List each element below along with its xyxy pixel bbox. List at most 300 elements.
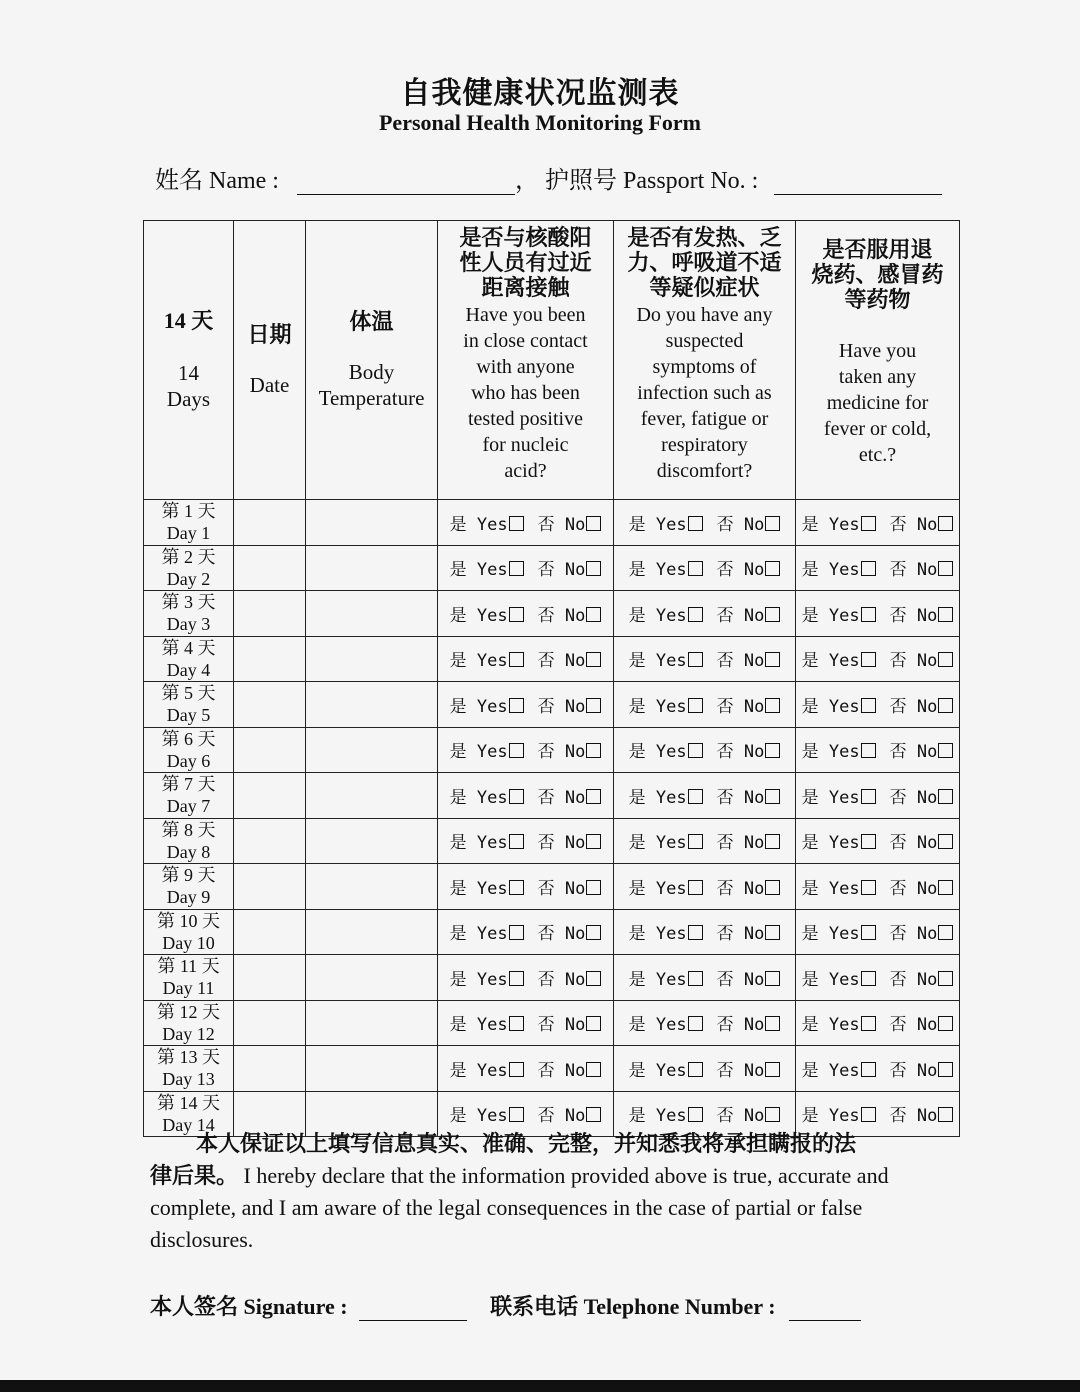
table-row <box>144 727 960 773</box>
yes-checkbox[interactable] <box>509 698 524 713</box>
contact-answer-cell <box>438 955 614 1001</box>
no-label: 否 No <box>716 924 765 945</box>
temperature-cell[interactable] <box>306 818 438 864</box>
yes-label: 是 Yes <box>628 1060 687 1081</box>
no-label: 否 No <box>716 833 765 854</box>
header-days: 14 天 14 Days <box>144 221 234 500</box>
no-checkbox[interactable] <box>586 561 601 576</box>
yes-checkbox[interactable] <box>688 834 703 849</box>
yes-label: 是 Yes <box>801 924 860 945</box>
date-cell[interactable] <box>234 1046 306 1092</box>
no-checkbox[interactable] <box>938 1107 953 1122</box>
day-label-cell <box>144 545 234 591</box>
yes-label: 是 Yes <box>628 833 687 854</box>
no-label: 否 No <box>537 878 586 899</box>
no-label: 否 No <box>889 742 938 763</box>
medicine-answer-cell <box>796 500 960 546</box>
day-label-en: Day 6 <box>166 750 211 771</box>
passport-label: 护照号 Passport No. : <box>544 168 759 194</box>
no-label: 否 No <box>716 560 765 581</box>
yes-checkbox[interactable] <box>509 925 524 940</box>
yes-label: 是 Yes <box>449 560 508 581</box>
medicine-answer-cell <box>796 591 960 637</box>
health-monitoring-table <box>143 220 960 1137</box>
passport-field[interactable] <box>774 168 942 195</box>
symptoms-answer-cell <box>614 545 796 591</box>
name-label: 姓名 Name : <box>155 168 279 194</box>
no-checkbox[interactable] <box>765 880 780 895</box>
temperature-cell[interactable] <box>306 591 438 637</box>
temperature-cell[interactable] <box>306 955 438 1001</box>
day-label-cn: 第 2 天 <box>161 546 216 567</box>
no-checkbox[interactable] <box>938 1062 953 1077</box>
no-label: 否 No <box>537 1060 586 1081</box>
no-checkbox[interactable] <box>586 880 601 895</box>
date-cell[interactable] <box>234 864 306 910</box>
no-checkbox[interactable] <box>586 698 601 713</box>
no-checkbox[interactable] <box>938 834 953 849</box>
table-row <box>144 1046 960 1092</box>
declaration-cn-line2: 律后果。 <box>150 1163 239 1188</box>
day-label-cell <box>144 682 234 728</box>
declaration-cn-line1: 本人保证以上填写信息真实、准确、完整，并知悉我将承担瞒报的法 <box>196 1131 857 1156</box>
symptoms-answer-cell <box>614 955 796 1001</box>
day-label-en: Day 8 <box>166 841 211 862</box>
medicine-answer-cell <box>796 818 960 864</box>
date-cell[interactable] <box>234 545 306 591</box>
yes-label: 是 Yes <box>449 605 508 626</box>
signature-field[interactable] <box>359 1296 467 1321</box>
no-label: 否 No <box>537 787 586 808</box>
no-checkbox[interactable] <box>586 1062 601 1077</box>
contact-answer-cell <box>438 727 614 773</box>
yes-label: 是 Yes <box>801 696 860 717</box>
day-label-en: Day 2 <box>166 568 211 589</box>
yes-label: 是 Yes <box>628 1106 687 1127</box>
table-row <box>144 955 960 1001</box>
yes-checkbox[interactable] <box>509 607 524 622</box>
no-checkbox[interactable] <box>586 971 601 986</box>
symptoms-answer-cell <box>614 591 796 637</box>
yes-checkbox[interactable] <box>861 698 876 713</box>
date-cell[interactable] <box>234 636 306 682</box>
yes-label: 是 Yes <box>801 560 860 581</box>
table-row <box>144 909 960 955</box>
day-label-cell <box>144 500 234 546</box>
no-checkbox[interactable] <box>586 1016 601 1031</box>
yes-label: 是 Yes <box>628 696 687 717</box>
identity-separator: ， <box>514 168 539 194</box>
no-checkbox[interactable] <box>765 1107 780 1122</box>
medicine-answer-cell <box>796 1000 960 1046</box>
yes-checkbox[interactable] <box>509 1107 524 1122</box>
header-symptoms: 是否有发热、乏 力、呼吸道不适 等疑似症状 Do you have any suspected symptoms of infection such as fever, fatigue or respiratory discomfort? <box>614 221 796 500</box>
no-label: 否 No <box>889 1060 938 1081</box>
no-label: 否 No <box>889 969 938 990</box>
symptoms-answer-cell <box>614 727 796 773</box>
day-label-cn: 第 8 天 <box>161 819 216 840</box>
no-label: 否 No <box>716 514 765 535</box>
day-label-en: Day 7 <box>166 796 211 817</box>
table-row <box>144 773 960 819</box>
day-label-cell <box>144 909 234 955</box>
day-label-cn: 第 4 天 <box>161 637 216 658</box>
no-label: 否 No <box>889 1106 938 1127</box>
medicine-answer-cell <box>796 864 960 910</box>
date-cell[interactable] <box>234 727 306 773</box>
yes-label: 是 Yes <box>449 514 508 535</box>
header-medicine: 是否服用退 烧药、感冒药 等药物 Have you taken any medicine for fever or cold, etc.? <box>796 221 960 500</box>
yes-label: 是 Yes <box>801 742 860 763</box>
table-row <box>144 864 960 910</box>
medicine-answer-cell <box>796 636 960 682</box>
symptoms-answer-cell <box>614 818 796 864</box>
temperature-cell[interactable] <box>306 545 438 591</box>
yes-checkbox[interactable] <box>688 1016 703 1031</box>
no-checkbox[interactable] <box>765 789 780 804</box>
temperature-cell[interactable] <box>306 1000 438 1046</box>
yes-label: 是 Yes <box>801 1015 860 1036</box>
day-label-cell <box>144 727 234 773</box>
no-checkbox[interactable] <box>765 652 780 667</box>
yes-checkbox[interactable] <box>688 652 703 667</box>
yes-checkbox[interactable] <box>861 1107 876 1122</box>
no-checkbox[interactable] <box>586 652 601 667</box>
no-label: 否 No <box>537 969 586 990</box>
temperature-cell[interactable] <box>306 682 438 728</box>
table-row <box>144 591 960 637</box>
day-label-cell <box>144 864 234 910</box>
yes-label: 是 Yes <box>628 969 687 990</box>
day-label-cn: 第 12 天 <box>157 1001 220 1022</box>
symptoms-answer-cell <box>614 636 796 682</box>
yes-checkbox[interactable] <box>688 971 703 986</box>
yes-label: 是 Yes <box>801 969 860 990</box>
date-cell[interactable] <box>234 591 306 637</box>
telephone-label: 联系电话 Telephone Number : <box>490 1294 776 1319</box>
yes-label: 是 Yes <box>628 560 687 581</box>
no-checkbox[interactable] <box>586 607 601 622</box>
no-checkbox[interactable] <box>938 743 953 758</box>
yes-checkbox[interactable] <box>688 516 703 531</box>
yes-checkbox[interactable] <box>509 561 524 576</box>
day-label-cell <box>144 773 234 819</box>
telephone-field[interactable] <box>789 1296 861 1321</box>
no-checkbox[interactable] <box>938 1016 953 1031</box>
date-cell[interactable] <box>234 909 306 955</box>
no-label: 否 No <box>537 514 586 535</box>
yes-label: 是 Yes <box>449 924 508 945</box>
medicine-answer-cell <box>796 727 960 773</box>
no-label: 否 No <box>537 742 586 763</box>
yes-label: 是 Yes <box>801 514 860 535</box>
contact-answer-cell <box>438 1000 614 1046</box>
no-checkbox[interactable] <box>765 607 780 622</box>
yes-label: 是 Yes <box>449 969 508 990</box>
yes-checkbox[interactable] <box>509 516 524 531</box>
date-cell[interactable] <box>234 682 306 728</box>
yes-label: 是 Yes <box>801 605 860 626</box>
no-checkbox[interactable] <box>765 834 780 849</box>
medicine-answer-cell <box>796 773 960 819</box>
yes-label: 是 Yes <box>801 787 860 808</box>
day-label-cn: 第 14 天 <box>157 1092 220 1113</box>
yes-checkbox[interactable] <box>509 789 524 804</box>
yes-checkbox[interactable] <box>861 789 876 804</box>
no-checkbox[interactable] <box>938 652 953 667</box>
no-checkbox[interactable] <box>938 607 953 622</box>
yes-checkbox[interactable] <box>861 516 876 531</box>
yes-label: 是 Yes <box>628 787 687 808</box>
header-date: 日期 Date <box>234 221 306 500</box>
day-label-en: Day 3 <box>166 614 211 635</box>
no-checkbox[interactable] <box>765 561 780 576</box>
no-label: 否 No <box>716 1060 765 1081</box>
yes-label: 是 Yes <box>449 696 508 717</box>
yes-checkbox[interactable] <box>688 925 703 940</box>
yes-checkbox[interactable] <box>861 607 876 622</box>
declaration-en: I hereby declare that the information provided above is true, accurate and complete, and I am aware of the legal consequences in the case of partial or false disclosures. <box>150 1163 889 1252</box>
yes-label: 是 Yes <box>628 605 687 626</box>
yes-label: 是 Yes <box>801 833 860 854</box>
yes-checkbox[interactable] <box>688 698 703 713</box>
no-label: 否 No <box>889 560 938 581</box>
yes-label: 是 Yes <box>449 1015 508 1036</box>
date-cell[interactable] <box>234 500 306 546</box>
yes-checkbox[interactable] <box>688 743 703 758</box>
medicine-answer-cell <box>796 909 960 955</box>
temperature-cell[interactable] <box>306 1046 438 1092</box>
table-row <box>144 682 960 728</box>
no-checkbox[interactable] <box>765 971 780 986</box>
no-label: 否 No <box>889 787 938 808</box>
contact-answer-cell <box>438 682 614 728</box>
yes-label: 是 Yes <box>449 1060 508 1081</box>
day-label-en: Day 10 <box>162 932 215 953</box>
date-cell[interactable] <box>234 955 306 1001</box>
no-checkbox[interactable] <box>938 789 953 804</box>
no-label: 否 No <box>537 924 586 945</box>
identity-line <box>155 160 942 195</box>
yes-label: 是 Yes <box>801 878 860 899</box>
no-label: 否 No <box>889 878 938 899</box>
symptoms-answer-cell <box>614 500 796 546</box>
date-cell[interactable] <box>234 773 306 819</box>
day-label-en: Day 14 <box>162 1114 215 1135</box>
no-checkbox[interactable] <box>586 789 601 804</box>
yes-label: 是 Yes <box>801 651 860 672</box>
yes-label: 是 Yes <box>449 833 508 854</box>
no-label: 否 No <box>716 1015 765 1036</box>
day-label-en: Day 5 <box>166 705 211 726</box>
contact-answer-cell <box>438 636 614 682</box>
day-label-cn: 第 13 天 <box>157 1047 220 1068</box>
no-label: 否 No <box>716 605 765 626</box>
header-temperature: 体温 Body Temperature <box>306 221 438 500</box>
table-row <box>144 1000 960 1046</box>
no-checkbox[interactable] <box>938 880 953 895</box>
no-label: 否 No <box>889 651 938 672</box>
temperature-cell[interactable] <box>306 500 438 546</box>
no-checkbox[interactable] <box>586 516 601 531</box>
yes-checkbox[interactable] <box>861 652 876 667</box>
no-label: 否 No <box>537 1015 586 1036</box>
declaration <box>150 1128 920 1256</box>
yes-checkbox[interactable] <box>861 834 876 849</box>
no-label: 否 No <box>716 1106 765 1127</box>
day-label-en: Day 4 <box>166 659 211 680</box>
yes-checkbox[interactable] <box>861 1016 876 1031</box>
no-checkbox[interactable] <box>586 743 601 758</box>
no-label: 否 No <box>716 742 765 763</box>
yes-label: 是 Yes <box>449 651 508 672</box>
contact-answer-cell <box>438 773 614 819</box>
temperature-cell[interactable] <box>306 727 438 773</box>
no-label: 否 No <box>716 969 765 990</box>
yes-checkbox[interactable] <box>688 1107 703 1122</box>
signature-label: 本人签名 Signature : <box>150 1294 348 1319</box>
yes-label: 是 Yes <box>449 787 508 808</box>
yes-checkbox[interactable] <box>509 880 524 895</box>
date-cell[interactable] <box>234 818 306 864</box>
yes-checkbox[interactable] <box>861 925 876 940</box>
day-label-cn: 第 10 天 <box>157 910 220 931</box>
contact-answer-cell <box>438 500 614 546</box>
form-title-cn: 自我健康状况监测表 <box>400 77 680 110</box>
day-label-cn: 第 6 天 <box>161 728 216 749</box>
yes-checkbox[interactable] <box>509 1016 524 1031</box>
contact-answer-cell <box>438 1046 614 1092</box>
no-checkbox[interactable] <box>765 743 780 758</box>
day-label-cn: 第 7 天 <box>161 774 216 795</box>
no-label: 否 No <box>889 514 938 535</box>
no-checkbox[interactable] <box>765 925 780 940</box>
contact-answer-cell <box>438 864 614 910</box>
table-row <box>144 500 960 546</box>
day-label-cn: 第 9 天 <box>161 865 216 886</box>
yes-label: 是 Yes <box>801 1060 860 1081</box>
day-label-en: Day 12 <box>162 1023 215 1044</box>
name-field[interactable] <box>297 168 515 195</box>
yes-checkbox[interactable] <box>509 971 524 986</box>
day-label-cell <box>144 955 234 1001</box>
day-label-en: Day 9 <box>166 887 211 908</box>
symptoms-answer-cell <box>614 1046 796 1092</box>
no-checkbox[interactable] <box>586 925 601 940</box>
day-label-cn: 第 11 天 <box>157 956 220 977</box>
no-checkbox[interactable] <box>765 1062 780 1077</box>
yes-checkbox[interactable] <box>509 834 524 849</box>
medicine-answer-cell <box>796 545 960 591</box>
day-label-cn: 第 3 天 <box>161 592 216 613</box>
temperature-cell[interactable] <box>306 636 438 682</box>
contact-answer-cell <box>438 909 614 955</box>
yes-checkbox[interactable] <box>509 1062 524 1077</box>
yes-checkbox[interactable] <box>861 561 876 576</box>
no-label: 否 No <box>537 1106 586 1127</box>
no-label: 否 No <box>537 651 586 672</box>
day-label-cell <box>144 1000 234 1046</box>
no-label: 否 No <box>889 1015 938 1036</box>
yes-label: 是 Yes <box>449 878 508 899</box>
no-label: 否 No <box>537 560 586 581</box>
no-label: 否 No <box>537 833 586 854</box>
no-checkbox[interactable] <box>765 516 780 531</box>
date-cell[interactable] <box>234 1000 306 1046</box>
yes-label: 是 Yes <box>628 742 687 763</box>
day-label-cell <box>144 636 234 682</box>
yes-checkbox[interactable] <box>509 652 524 667</box>
no-checkbox[interactable] <box>938 925 953 940</box>
day-label-en: Day 1 <box>166 523 211 544</box>
yes-checkbox[interactable] <box>861 1062 876 1077</box>
header-row <box>144 221 960 500</box>
medicine-answer-cell <box>796 955 960 1001</box>
table-row <box>144 636 960 682</box>
no-label: 否 No <box>716 651 765 672</box>
yes-checkbox[interactable] <box>688 880 703 895</box>
yes-label: 是 Yes <box>449 1106 508 1127</box>
no-checkbox[interactable] <box>586 834 601 849</box>
yes-checkbox[interactable] <box>688 789 703 804</box>
yes-checkbox[interactable] <box>509 743 524 758</box>
no-checkbox[interactable] <box>765 698 780 713</box>
yes-label: 是 Yes <box>801 1106 860 1127</box>
no-label: 否 No <box>889 924 938 945</box>
no-label: 否 No <box>716 787 765 808</box>
no-label: 否 No <box>716 878 765 899</box>
symptoms-answer-cell <box>614 682 796 728</box>
day-label-cell <box>144 1046 234 1092</box>
symptoms-answer-cell <box>614 909 796 955</box>
yes-checkbox[interactable] <box>688 607 703 622</box>
contact-answer-cell <box>438 591 614 637</box>
signature-line <box>150 1290 861 1321</box>
day-label-cell <box>144 818 234 864</box>
yes-checkbox[interactable] <box>688 561 703 576</box>
no-checkbox[interactable] <box>938 561 953 576</box>
temperature-cell[interactable] <box>306 773 438 819</box>
no-checkbox[interactable] <box>938 698 953 713</box>
yes-label: 是 Yes <box>628 1015 687 1036</box>
table-row <box>144 545 960 591</box>
yes-checkbox[interactable] <box>688 1062 703 1077</box>
yes-label: 是 Yes <box>628 924 687 945</box>
no-checkbox[interactable] <box>765 1016 780 1031</box>
yes-checkbox[interactable] <box>861 880 876 895</box>
yes-checkbox[interactable] <box>861 971 876 986</box>
temperature-cell[interactable] <box>306 864 438 910</box>
contact-answer-cell <box>438 818 614 864</box>
yes-label: 是 Yes <box>628 878 687 899</box>
day-label-cn: 第 5 天 <box>161 683 216 704</box>
yes-label: 是 Yes <box>628 514 687 535</box>
no-label: 否 No <box>889 833 938 854</box>
no-checkbox[interactable] <box>938 971 953 986</box>
no-label: 否 No <box>889 605 938 626</box>
yes-checkbox[interactable] <box>861 743 876 758</box>
medicine-answer-cell <box>796 682 960 728</box>
contact-answer-cell <box>438 545 614 591</box>
temperature-cell[interactable] <box>306 909 438 955</box>
form-title-en: Personal Health Monitoring Form <box>378 110 701 135</box>
no-checkbox[interactable] <box>938 516 953 531</box>
no-label: 否 No <box>537 696 586 717</box>
symptoms-answer-cell <box>614 773 796 819</box>
day-label-en: Day 11 <box>162 978 215 999</box>
no-checkbox[interactable] <box>586 1107 601 1122</box>
header-close-contact: 是否与核酸阳 性人员有过近 距离接触 Have you been in close contact with anyone who has been tested positive for nucleic acid? <box>438 221 614 500</box>
